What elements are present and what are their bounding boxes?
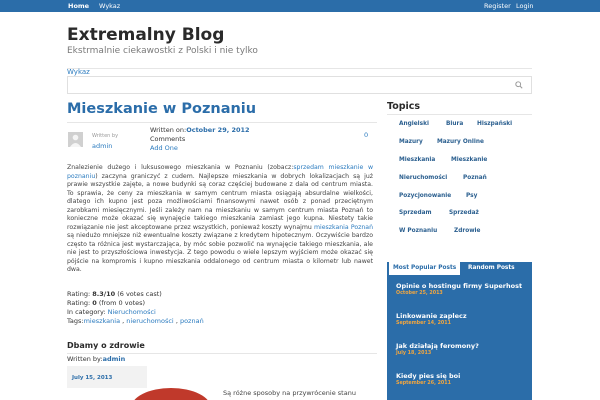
post2-date: July 15, 2013 — [72, 375, 113, 381]
tag-cloud-item[interactable]: Mazury Online — [437, 139, 484, 145]
popular-post-title[interactable]: Linkowanie zaplecz — [396, 312, 467, 320]
search-icon[interactable] — [515, 81, 523, 89]
tab-random-posts[interactable]: Random Posts — [468, 265, 515, 271]
tag-link[interactable]: poznań — [179, 317, 204, 325]
tag-cloud-item[interactable]: Sprzedam — [399, 210, 432, 216]
post-title[interactable]: Mieszkanie w Poznaniu — [67, 101, 257, 117]
post-tags: Tags:mieszkania , nieruchomości , poznań — [67, 317, 204, 325]
tag-cloud-item[interactable]: Biura — [446, 121, 464, 127]
popular-post-date: September 26, 2011 — [396, 381, 451, 386]
list-item[interactable] — [396, 342, 479, 356]
popular-posts-list — [387, 275, 532, 400]
list-item[interactable] — [396, 312, 467, 326]
posts-tabs — [387, 262, 532, 275]
date-label: Written on: — [150, 126, 187, 134]
author-link[interactable]: admin — [92, 142, 113, 150]
post2-divider — [67, 353, 377, 354]
site-tagline: Ekstrmalnie ciekawostki z Polski i nie tylko — [67, 46, 258, 56]
popular-post-date: July 18, 2013 — [396, 351, 432, 356]
popular-post-title[interactable]: Kiedy pies się boi — [396, 372, 461, 380]
nav-divider — [67, 68, 532, 69]
date-value: October 29, 2012 — [186, 126, 250, 134]
tag-cloud-item[interactable]: Nieruchomości — [399, 175, 448, 181]
comment-count[interactable]: 0 — [364, 131, 369, 139]
rating-votes: (from 0 votes) — [96, 299, 146, 307]
category-link[interactable]: Nieruchomości — [107, 308, 156, 316]
written-by-label: Written by — [92, 133, 119, 139]
nav-wykaz-link[interactable]: Wykaz — [99, 2, 121, 10]
post2-title[interactable]: Dbamy o zdrowie — [67, 341, 145, 350]
post-body-text: są niedużo mniejsze niż ewentualne koszty związane z kredytem hipotecznym. Oczywiście bardzo często ta różnica jest wystarczająca, by móc sobie pozwolić na wynajęcie takiego mieszkania, ale nie jest to przyszłościowa inwestycja. Z tego powodu o wiele lepszym wyjściem może okazać się pójście na kompromis i kupno mieszkania oddalonego od centrum miasta o kilometr lub nawet dwa. — [67, 232, 373, 273]
popular-post-title[interactable]: Opinie o hostingu firmy Superhost — [396, 282, 523, 290]
tag-link[interactable]: nieruchomości — [126, 317, 174, 325]
post-body — [67, 164, 373, 275]
post2-snippet: Są różne sposoby na przywrócenie stanu — [223, 389, 356, 397]
tag-cloud-item[interactable]: W Poznaniu — [399, 228, 438, 234]
post-divider — [67, 122, 377, 123]
popular-post-date: October 25, 2013 — [396, 291, 443, 296]
topics-heading: Topics — [387, 101, 421, 112]
popular-post-title[interactable]: Jak działają feromony? — [396, 342, 479, 350]
login-link[interactable]: Login — [516, 2, 534, 10]
post2-thumbnail — [131, 388, 211, 400]
tag-cloud-item[interactable]: Sprzedaż — [449, 210, 479, 216]
post-category — [67, 308, 156, 316]
register-link[interactable]: Register — [484, 2, 511, 10]
post-rating-secondary — [67, 299, 145, 307]
tab-most-popular[interactable]: Most Popular Posts — [389, 262, 460, 275]
comments-label: Comments — [150, 135, 186, 143]
written-by-label: Written by: — [67, 355, 103, 363]
tags-label: Tags: — [67, 317, 84, 325]
post-body-text: ) zaczyna graniczyć z cudem. Najlepsze mieszkania w dobrych lokalizacjach są już prawie wszystkie zajęte, a nowe budynki są coraz częściej budowane z dala od centrum miasta. To sprawia, że ceny za mieszkania w samym centrum miasta osiągają absurdalne wielkości, dlatego ich kupno jest poza możliwościami finansowymi nawet osób z ponad przeciętnym zarobkami miesięcznymi. Jeśli zależy nam na mieszkaniu w samym centrum miasta Poznań to konieczne może okazać się wynajęcie takiego mieszkania zamiast jego kupna. Niestety takie rozwiązanie nie jest akceptowane przez wszystkich, ponieważ koszty wynajmu — [67, 172, 373, 231]
author-avatar — [68, 132, 83, 147]
list-item[interactable] — [396, 282, 522, 296]
add-comment-link[interactable]: Add One — [150, 144, 178, 152]
list-item[interactable] — [396, 372, 460, 386]
rating-label: Rating: — [67, 299, 93, 307]
post-body-text: Znalezienie dużego i luksusowego mieszkania w Poznaniu (zobacz: — [67, 164, 294, 171]
tag-cloud-item[interactable]: Mieszkanie — [451, 157, 488, 163]
post2-written-by — [67, 355, 125, 363]
rating-value: 8.3 — [92, 290, 104, 298]
search-input[interactable] — [67, 76, 532, 94]
tag-cloud-item[interactable]: Angielski — [399, 121, 429, 127]
user-icon — [68, 132, 83, 147]
popular-post-date: September 14, 2011 — [396, 321, 451, 326]
top-navigation-bar — [0, 0, 600, 12]
rating-value: 0 — [92, 299, 97, 307]
rating-label: Rating: — [67, 290, 93, 298]
nav-home-link[interactable]: Home — [68, 2, 90, 10]
rating-max: /10 — [103, 290, 116, 298]
sprzedam-mieszkanie-link[interactable]: sprzedam mieszkanie w poznaniu — [67, 164, 374, 180]
rating-votes: (6 votes cast) — [115, 290, 162, 298]
tag-link[interactable]: mieszkania — [83, 317, 121, 325]
post-date — [150, 126, 250, 134]
tag-cloud-item[interactable]: Pozycjonowanie — [399, 193, 452, 199]
tag-cloud-item[interactable]: Mieszkania — [399, 157, 436, 163]
breadcrumb-wykaz-link[interactable]: Wykaz — [67, 68, 90, 76]
post-rating — [67, 290, 162, 298]
category-label: In category: — [67, 308, 108, 316]
tag-cloud — [387, 114, 532, 245]
tag-cloud-item[interactable]: Zdrowie — [454, 228, 481, 234]
author-link[interactable]: admin — [102, 355, 126, 363]
mieszkania-poznan-link[interactable]: mieszkania Poznań — [313, 223, 373, 231]
tag-cloud-item[interactable]: Psy — [466, 193, 478, 199]
site-title[interactable]: Extremalny Blog — [67, 25, 225, 45]
tag-cloud-item[interactable]: Hiszpański — [477, 121, 513, 127]
tag-cloud-item[interactable]: Mazury — [399, 139, 423, 145]
tag-cloud-item[interactable]: Poznań — [463, 175, 487, 181]
